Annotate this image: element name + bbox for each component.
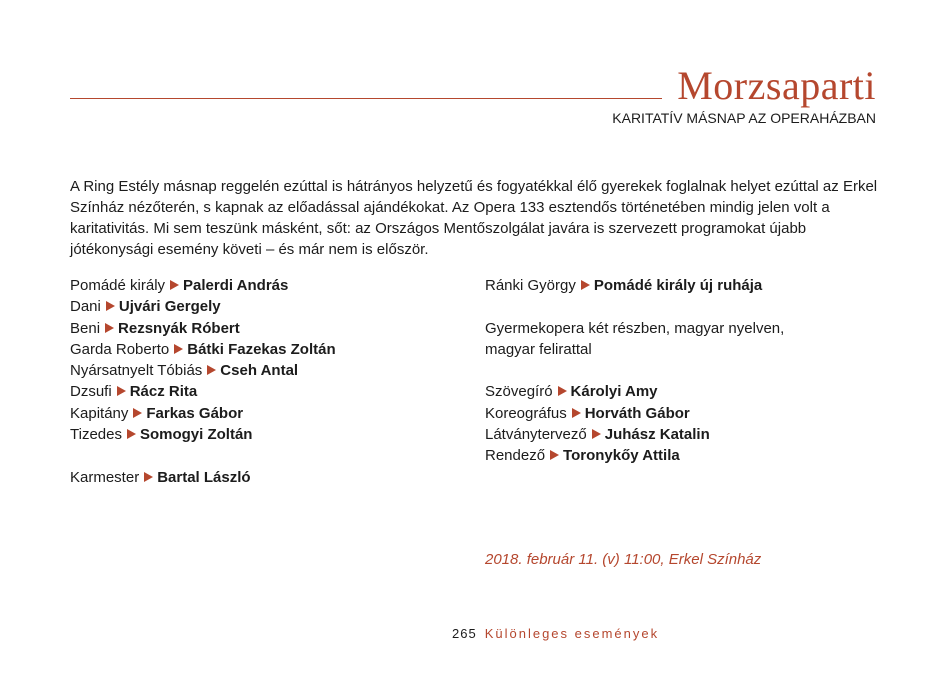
cast-role: Tizedes bbox=[70, 426, 122, 444]
credit-role: Koreográfus bbox=[485, 404, 567, 422]
credit-line bbox=[485, 403, 784, 424]
title-rule bbox=[70, 98, 662, 99]
arrow-right-icon bbox=[105, 323, 114, 333]
description-line: magyar felirattal bbox=[485, 340, 592, 358]
page-subtitle: KARITATÍV MÁSNAP AZ OPERAHÁZBAN bbox=[612, 110, 876, 126]
cast-role: Pomádé király bbox=[70, 277, 166, 294]
credit-name: Horváth Gábor bbox=[584, 404, 690, 422]
work-line bbox=[485, 275, 784, 296]
arrow-right-icon bbox=[592, 429, 601, 439]
section-name: Különleges események bbox=[484, 626, 660, 641]
credit-role: Rendező bbox=[485, 447, 546, 465]
arrow-right-icon bbox=[117, 386, 126, 396]
arrow-right-icon bbox=[144, 472, 153, 482]
page-title: Morzsaparti bbox=[677, 63, 876, 108]
page-number: 265 bbox=[452, 626, 477, 641]
cast-role: Garda Roberto bbox=[70, 340, 170, 358]
credit-line bbox=[485, 445, 784, 466]
cast-name: Palerdi András bbox=[183, 277, 289, 294]
credit-name: Juhász Katalin bbox=[604, 426, 710, 444]
conductor-name: Bartal László bbox=[157, 468, 251, 486]
arrow-right-icon bbox=[207, 365, 216, 375]
arrow-right-icon bbox=[581, 280, 590, 290]
cast-role: Dzsufi bbox=[70, 383, 112, 401]
cast-name: Ujvári Gergely bbox=[118, 298, 221, 316]
credit-line bbox=[485, 424, 784, 445]
cast-name: Farkas Gábor bbox=[146, 404, 244, 422]
cast-line bbox=[70, 360, 336, 381]
cast-name: Cseh Antal bbox=[220, 362, 299, 380]
arrow-right-icon bbox=[170, 280, 179, 290]
description-line: Gyermekopera két részben, magyar nyelven, bbox=[485, 319, 785, 337]
intro-paragraph: A Ring Estély másnap reggelén ezúttal is hátrányos helyzetű és fogyatékkal élő gyerekek foglalnak helyet ezúttal az Erkel Színház nézőterén, s kapnak az előadással ajándékokat. Az Opera 133 esztendős történetében mindig jelen volt a karitativitás. Mi sem teszünk másként, sőt: az Országos Mentőszolgálat javára is szervezett programokat újabb jótékonysági esemény követi – és már nem is először. bbox=[70, 178, 878, 258]
arrow-right-icon bbox=[106, 301, 115, 311]
cast-line bbox=[70, 275, 336, 296]
cast-name: Bátki Fazekas Zoltán bbox=[187, 340, 336, 358]
spacer bbox=[485, 296, 784, 317]
credit-role: Látványtervező bbox=[485, 426, 587, 444]
cast-line bbox=[70, 403, 336, 424]
page-footer bbox=[452, 626, 659, 641]
credit-name: Károlyi Amy bbox=[570, 383, 658, 401]
cast-name: Somogyi Zoltán bbox=[139, 426, 253, 444]
credit-name: Toronykőy Attila bbox=[563, 447, 680, 465]
arrow-right-icon bbox=[572, 408, 581, 418]
arrow-right-icon bbox=[127, 429, 136, 439]
arrow-right-icon bbox=[174, 344, 183, 354]
cast-line bbox=[70, 381, 336, 402]
credits-column bbox=[485, 275, 784, 467]
cast-line bbox=[70, 424, 336, 445]
cast-role: Kapitány bbox=[70, 404, 129, 422]
spacer bbox=[485, 360, 784, 381]
arrow-right-icon bbox=[550, 450, 559, 460]
credit-line bbox=[485, 381, 784, 402]
cast-role: Nyársatnyelt Tóbiás bbox=[70, 362, 203, 380]
cast-role: Dani bbox=[70, 298, 101, 316]
cast-line bbox=[70, 296, 336, 317]
cast-column bbox=[70, 275, 336, 488]
cast-line bbox=[70, 318, 336, 339]
performance-date: 2018. február 11. (v) 11:00, Erkel Színház bbox=[485, 551, 762, 568]
cast-role: Beni bbox=[70, 319, 101, 337]
cast-name: Rezsnyák Róbert bbox=[118, 319, 240, 337]
spacer bbox=[70, 445, 336, 466]
conductor-line bbox=[70, 467, 336, 488]
arrow-right-icon bbox=[558, 386, 567, 396]
arrow-right-icon bbox=[133, 408, 142, 418]
cast-name: Rácz Rita bbox=[129, 383, 198, 401]
cast-line bbox=[70, 339, 336, 360]
conductor-role: Karmester bbox=[70, 468, 140, 486]
credit-role: Szövegíró bbox=[485, 383, 553, 401]
work-title: Pomádé király új ruhája bbox=[593, 277, 763, 294]
composer-name: Ránki György bbox=[485, 277, 576, 294]
